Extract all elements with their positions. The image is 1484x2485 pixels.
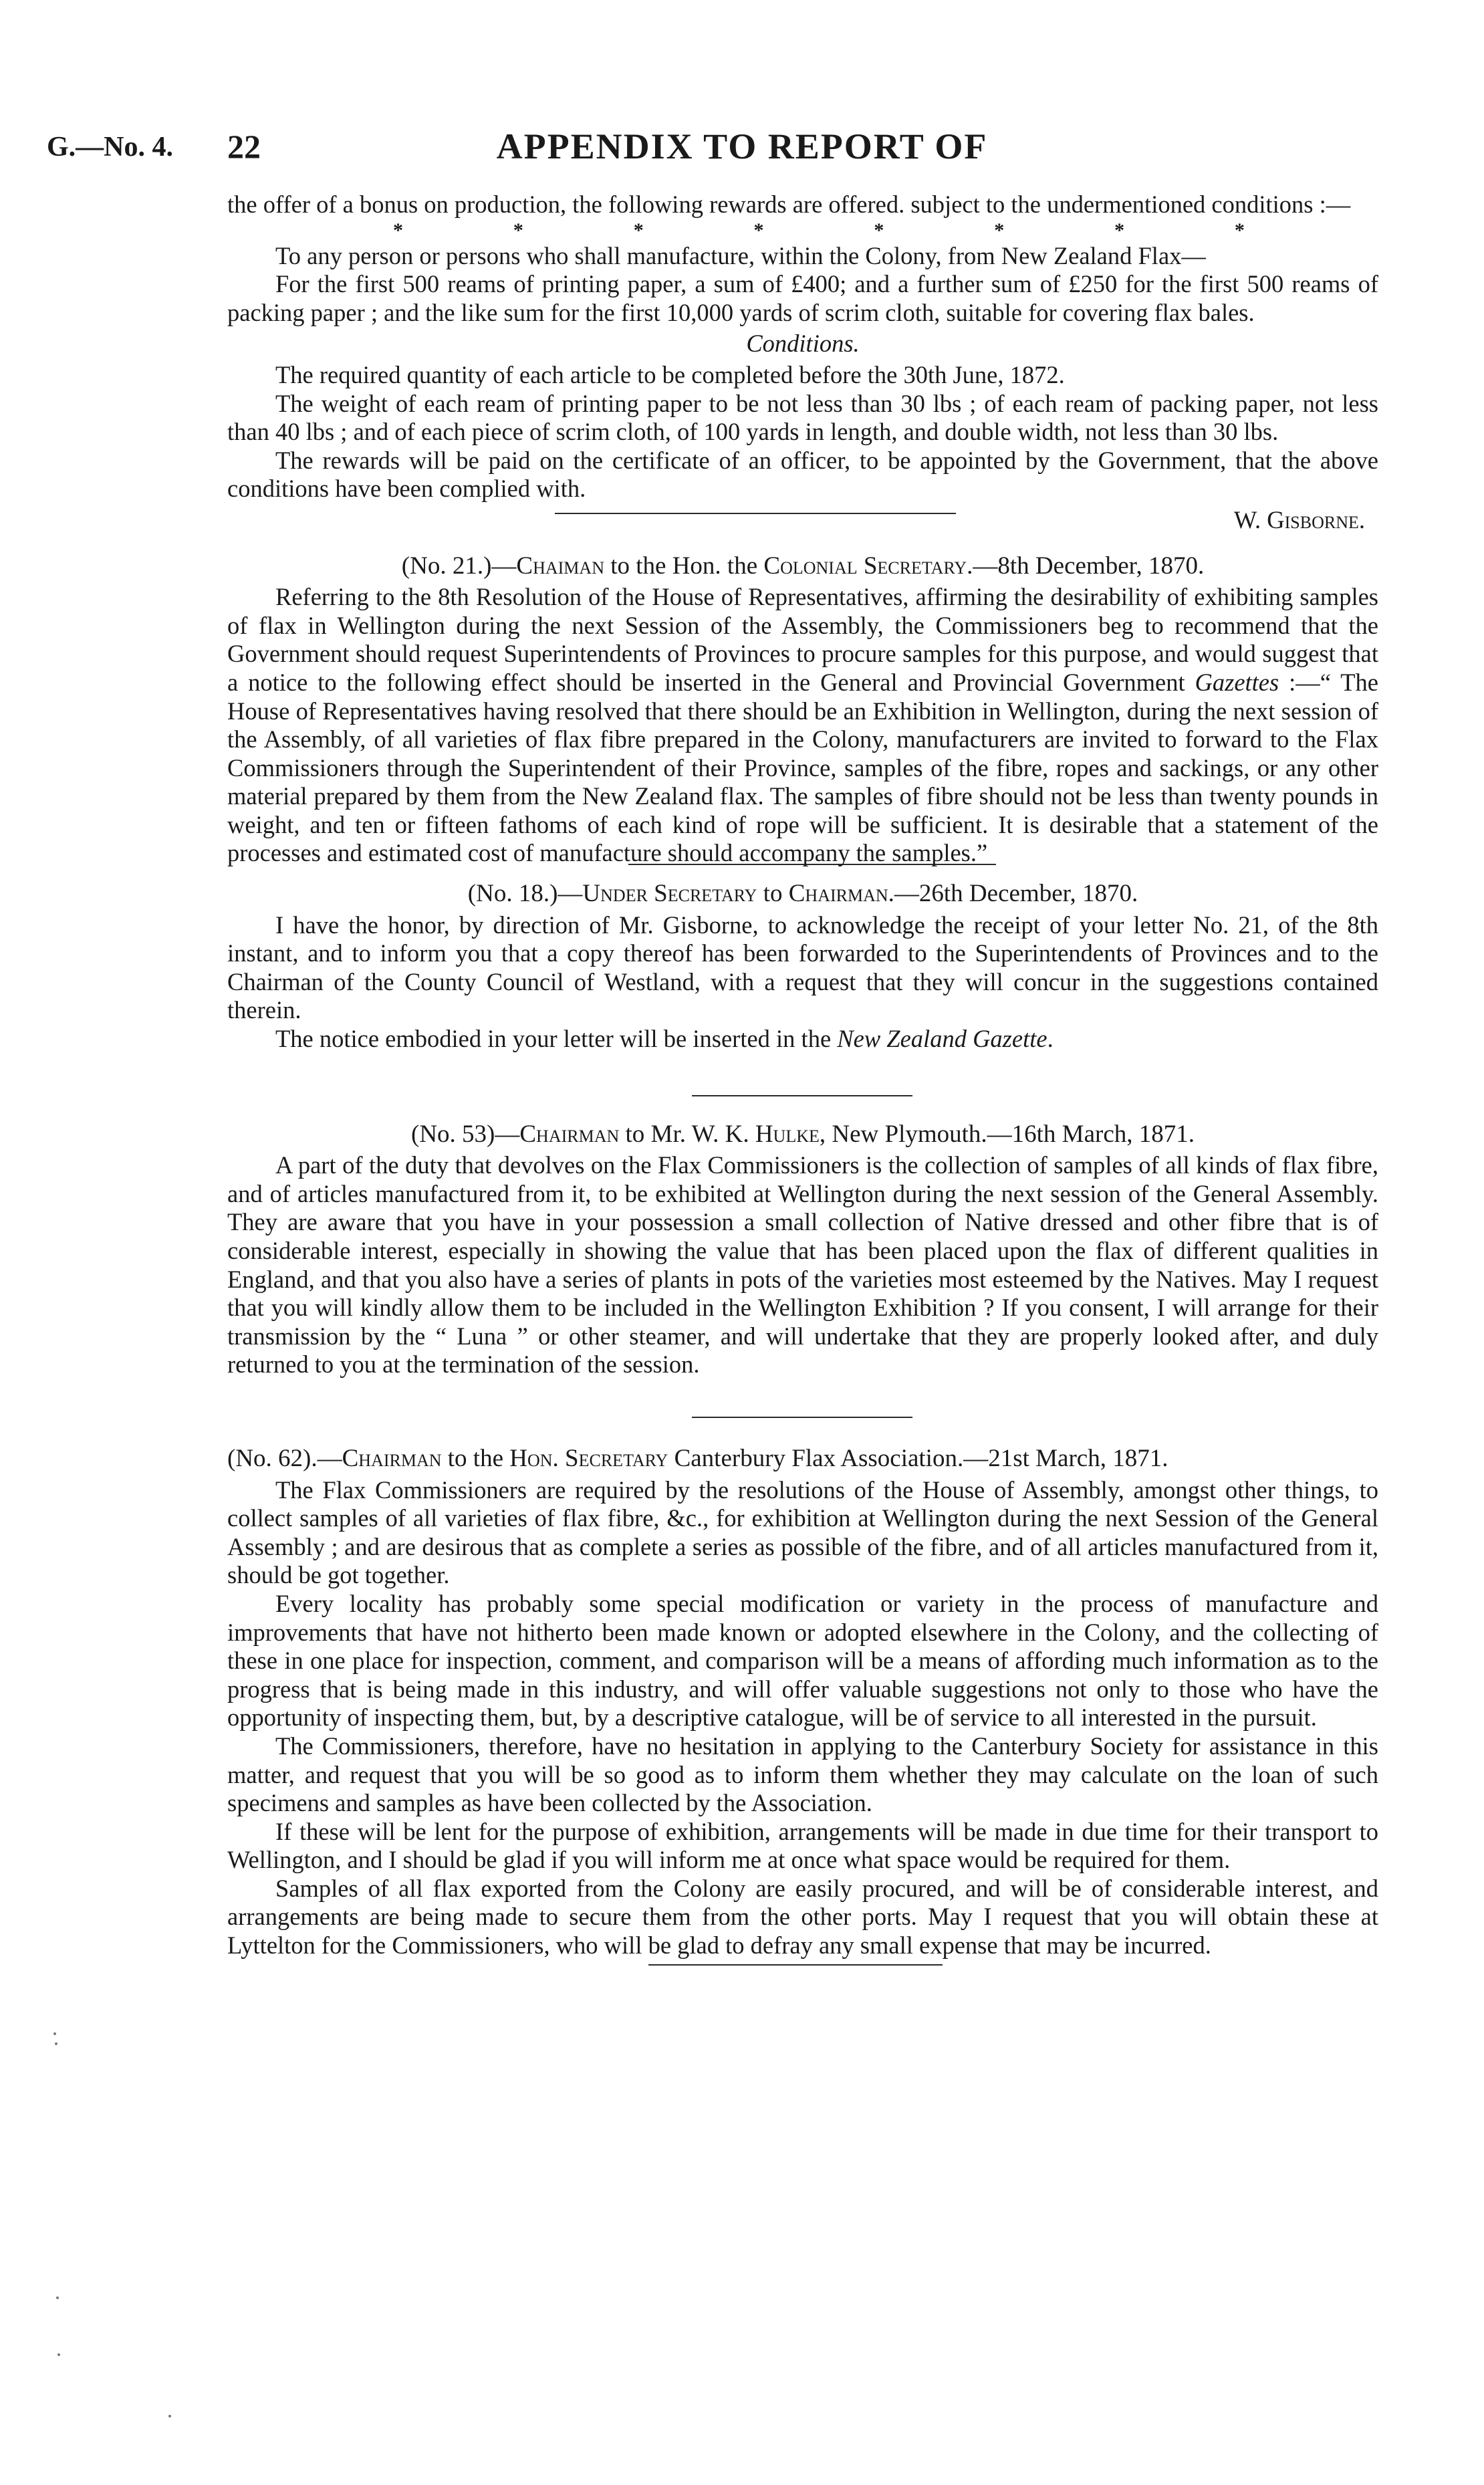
scan-speck	[168, 2415, 171, 2417]
page-number: 22	[227, 128, 261, 165]
body-italic: New Zealand Gazette	[837, 1025, 1047, 1053]
heading-sender: Chairman	[342, 1444, 442, 1472]
intro-paragraph: the offer of a bonus on production, the following rewards are offered. subject to the undermentioned conditions :—	[227, 191, 1351, 218]
reward-amounts-paragraph: For the first 500 reams of printing paper, a sum of £400; and a further sum of £250 for the first 500 reams of packing paper ; and the like sum for the first 10,000 yards of scrim cloth, suitable for covering flax bales.	[227, 270, 1378, 326]
star: *	[994, 219, 1005, 241]
ellipsis-stars	[227, 219, 1378, 242]
star: *	[1234, 219, 1245, 241]
condition-paragraph: The rewards will be paid on the certificate of an officer, to be appointed by the Government, that the above conditions have been complied with.	[227, 446, 1378, 503]
heading-number: (No. 21.)—	[401, 552, 517, 580]
scan-speck	[57, 2353, 60, 2356]
letter-body: I have the honor, by direction of Mr. Gisborne, to acknowledge the receipt of your letter No. 21, of the 8th instant, and to inform you that a copy thereof has been forwarded to the Superintendents of Provinces and to the Chairman of the County Council of Westland, with a request that they will concur in the suggestions contained therein.	[227, 911, 1378, 1024]
letter-body: Samples of all flax exported from the Colony are easily procured, and will be of considerable interest, and arrangements are being made to secure them from the other ports. May I request that you will obtain these at Lyttelton for the Commissioners, who will be glad to defray any small expense that may be incurred.	[227, 1874, 1378, 1960]
scan-speck	[56, 2296, 59, 2299]
heading-recipient: Chairman	[788, 880, 888, 908]
letter-heading	[227, 552, 1378, 581]
star: *	[633, 219, 644, 241]
scan-speck	[55, 2042, 57, 2045]
heading-number: (No. 18.)—	[467, 880, 583, 908]
body-text: .	[1047, 1025, 1054, 1053]
heading-text: to the	[441, 1444, 510, 1472]
page-title: APPENDIX TO REPORT OF	[496, 126, 988, 166]
gisborne-notice	[227, 191, 1378, 535]
heading-sender: Under Secretary	[582, 880, 757, 908]
heading-number: (No. 53)—	[411, 1120, 520, 1148]
letter-heading	[227, 1445, 1378, 1473]
heading-sender: Chaiman	[516, 552, 604, 580]
heading-text: to the Hon. the	[604, 552, 764, 580]
body-text: Referring to the 8th Resolution of the House of Representatives, affirming the desirability of exhibiting samples of flax in Wellington during the next Session of the Assembly, the Commissioners beg to recommend that the Government should request Superintendents of Provinces to procure samples for this purpose, and would suggest that a notice to the following effect should be inserted in the General and Provincial Government	[227, 583, 1378, 696]
letter-body: If these will be lent for the purpose of exhibition, arrangements will be made in due time for their transport to Wellington, and I should be glad if you will inform me at once what space would be required for them.	[227, 1817, 1378, 1874]
body-text: :—“ The House of Representatives having resolved that there should be an Exhibition in Wellington, during the next session of the Assembly, of all varieties of flax fibre prepared in the Colony, manufacturers are invited to forward to the Flax Commissioners through the Superintendent of their Province, samples of the fibre, ropes and sackings, or any other material prepared by them from the New Zealand flax. The samples of fibre should not be less than twenty pounds in weight, and ten or fifteen fathoms of each kind of rope will be sufficient. It is desirable that a statement of the processes and estimated cost of manufacture should accompany the samples.”	[227, 668, 1378, 867]
heading-text: to Mr. W. K.	[619, 1120, 755, 1148]
heading-date: .—8th December, 1870.	[967, 552, 1205, 580]
document-reference: G.—No. 4.	[47, 132, 173, 162]
body-text: The notice embodied in your letter will be inserted in the	[275, 1025, 838, 1053]
star: *	[393, 219, 403, 241]
star: *	[513, 219, 523, 241]
heading-recipient: Hon. Secretary	[509, 1444, 668, 1472]
reward-paragraph: To any person or persons who shall manufacture, within the Colony, from New Zealand Flax—	[275, 241, 1206, 269]
conditions-heading: Conditions.	[746, 330, 860, 358]
letter-heading	[227, 880, 1378, 909]
letter-body	[227, 1025, 1378, 1054]
letter-body: A part of the duty that devolves on the Flax Commissioners is the collection of samples of all kinds of flax fibre, and of articles manufactured from it, to be exhibited at Wellington during the next session of the General Assembly. They are aware that you have in your possession a small collection of Native dressed and other fibre that is of considerable interest, especially in showing the value that has been placed upon the flax of different qualities in England, and that you also have a series of plants in pots of the varieties most esteemed by the Natives. May I request that you will kindly allow them to be included in the Wellington Exhibition ? If you consent, I will arrange for their transmission by the “ Luna ” or other steamer, and will undertake that they are properly looked after, and duly returned to you at the termination of the session.	[227, 1151, 1378, 1379]
divider	[692, 1417, 912, 1418]
letter-body	[227, 583, 1378, 868]
divider	[648, 1964, 943, 1966]
letter-no-62	[227, 1445, 1378, 1966]
star: *	[1114, 219, 1125, 241]
letter-no-21	[227, 552, 1378, 866]
body-italic: Gazettes	[1195, 668, 1279, 696]
page-header	[0, 126, 1484, 179]
letter-body: The Flax Commissioners are required by the resolutions of the House of Assembly, amongst other things, to collect samples of all varieties of flax fibre, &c., for exhibition at Wellington during the next Session of the General Assembly ; and are desirous that as complete a series as possible of the fibre, and of all articles manufactured from it, should be got together.	[227, 1475, 1378, 1589]
heading-sender: Chairman	[519, 1120, 620, 1148]
letter-body: Every locality has probably some special modification or variety in the process of manufacture and improvements that have not hitherto been made known or adopted elsewhere in the Colony, and the collecting of these in one place for inspection, comment, and comparison will be a means of affording much information as to the progress that is being made in this industry, and will offer valuable suggestions not only to those who have the opportunity of inspecting them, but, by a descriptive catalogue, will be of service to all interested in the pursuit.	[227, 1589, 1378, 1732]
signature: W. Gisborne.	[1233, 505, 1365, 534]
condition-paragraph: The weight of each ream of printing paper to be not less than 30 lbs ; of each ream of packing paper, not less than 40 lbs ; and of each piece of scrim cloth, of 100 yards in length, and double width, not less than 30 lbs.	[227, 389, 1378, 446]
heading-recipient: Colonial Secretary	[763, 552, 967, 580]
star: *	[874, 219, 884, 241]
page-body	[227, 191, 1378, 1966]
heading-number: (No. 62).—	[227, 1444, 342, 1472]
heading-recipient: Hulke	[755, 1120, 820, 1148]
star: *	[753, 219, 764, 241]
letter-body: The Commissioners, therefore, have no hesitation in applying to the Canterbury Society for assistance in this matter, and request that you will be so good as to inform them whether they may calculate on the loan of such specimens and samples as have been collected by the Association.	[227, 1732, 1378, 1817]
heading-date: , New Plymouth.—16th March, 1871.	[819, 1120, 1195, 1148]
heading-date: .—26th December, 1870.	[888, 880, 1138, 908]
letter-no-53	[227, 1120, 1378, 1418]
heading-text: to	[757, 880, 789, 908]
condition-paragraph: The required quantity of each article to be completed before the 30th June, 1872.	[275, 360, 1065, 388]
letter-heading	[227, 1120, 1378, 1149]
divider	[692, 1095, 912, 1096]
scan-speck	[53, 2032, 56, 2035]
heading-date: Canterbury Flax Association.—21st March, 1871.	[668, 1444, 1168, 1472]
letter-no-18	[227, 880, 1378, 1096]
